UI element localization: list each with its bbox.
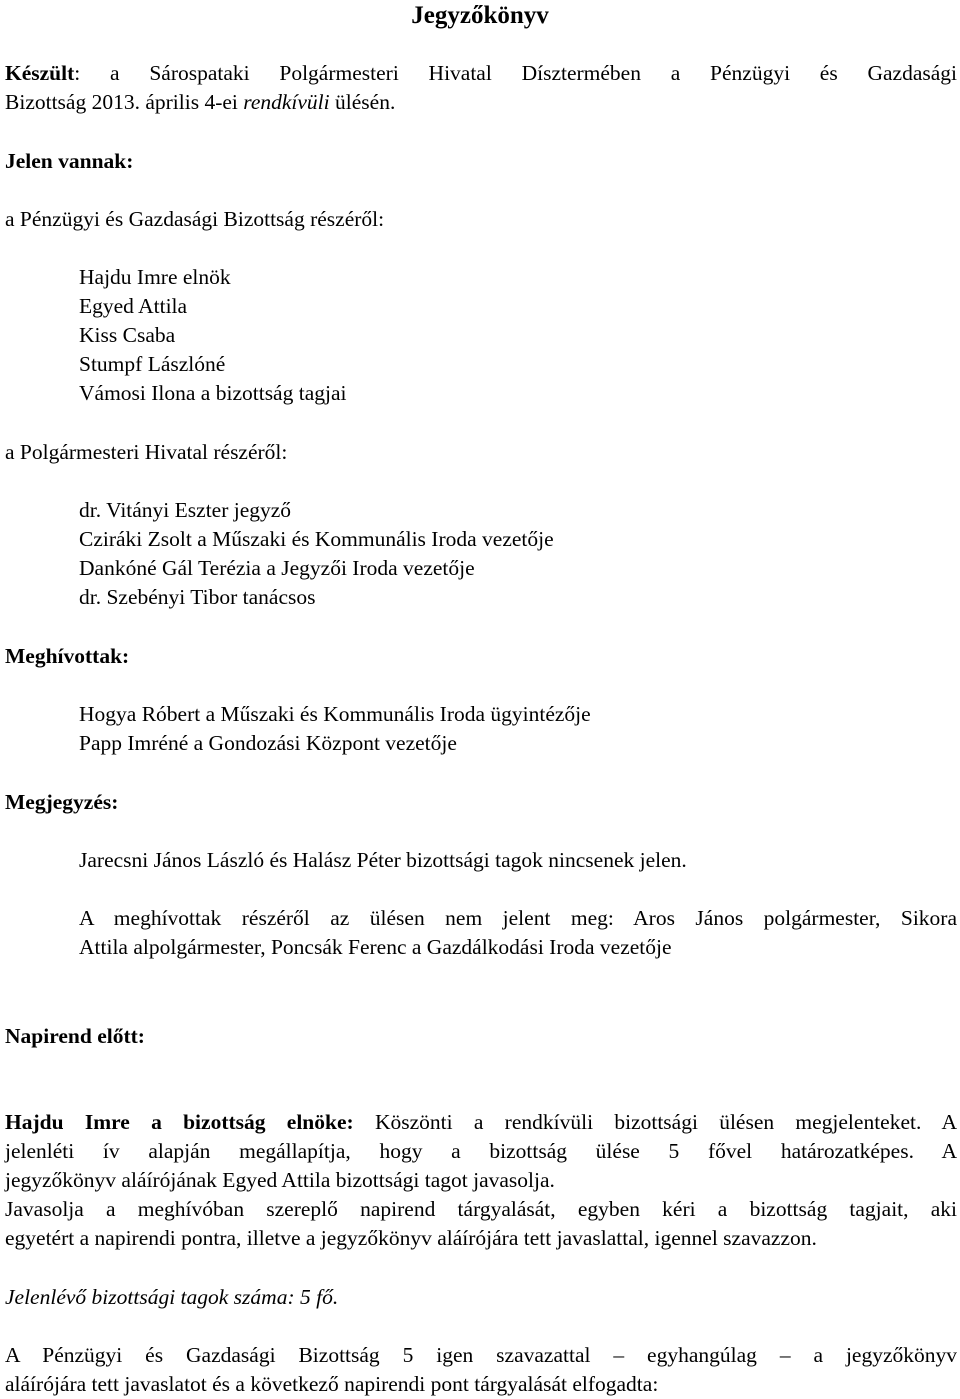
agenda-heading: Napirend előtt:: [5, 1024, 145, 1048]
office-member: dr. Szebényi Tibor tanácsos: [79, 585, 316, 609]
speech-line-5: egyetért a napirendi pontra, illetve a jegyzőkönyv aláírójára tett javaslattal, igennel szavazzon.: [5, 1226, 817, 1250]
intro-line-2: Bizottság 2013. április 4-ei rendkívüli ülésén.: [5, 90, 396, 114]
intro-colon: :: [74, 61, 81, 85]
invited-member: Hogya Róbert a Műszaki és Kommunális Iroda ügyintézője: [79, 702, 591, 726]
committee-heading: a Pénzügyi és Gazdasági Bizottság részéről:: [5, 207, 385, 231]
committee-member: Kiss Csaba: [79, 323, 176, 347]
office-heading: a Polgármesteri Hivatal részéről:: [5, 440, 288, 464]
committee-member: Hajdu Imre elnök: [79, 265, 231, 289]
invited-heading: Meghívottak:: [5, 644, 130, 668]
office-member: Dankóné Gál Terézia a Jegyzői Iroda vezetője: [79, 556, 475, 580]
intro-extraordinary: rendkívüli: [243, 90, 330, 114]
committee-member: Vámosi Ilona a bizottság tagjai: [79, 381, 347, 405]
present-heading: Jelen vannak:: [5, 149, 134, 173]
vote-line-2: aláírójára tett javaslatot és a következő napirendi pont tárgyalását elfogadta:: [5, 1372, 659, 1396]
absent-invited-note-line-1: A meghívottak részéről az ülésen nem jelent meg: Aros János polgármester, Sikora: [79, 906, 957, 930]
document-title: Jegyzőkönyv: [411, 2, 549, 29]
office-member: dr. Vitányi Eszter jegyző: [79, 498, 292, 522]
speech-line-3: jegyzőkönyv aláírójának Egyed Attila bizottsági tagot javasolja.: [5, 1168, 555, 1192]
office-member: Cziráki Zsolt a Műszaki és Kommunális Iroda vezetője: [79, 527, 554, 551]
invited-member: Papp Imréné a Gondozási Központ vezetője: [79, 731, 457, 755]
notes-heading: Megjegyzés:: [5, 790, 119, 814]
absent-members-note: Jarecsni János László és Halász Péter bizottsági tagok nincsenek jelen.: [79, 848, 687, 872]
absent-invited-note-line-2: Attila alpolgármester, Poncsák Ferenc a Gazdálkodási Iroda vezetője: [79, 935, 672, 959]
speech-line-1: Hajdu Imre a bizottság elnöke: Köszönti a rendkívüli bizottsági ülésen megjelenteket. A: [5, 1110, 957, 1134]
attendance-line: Jelenlévő bizottsági tagok száma: 5 fő.: [5, 1285, 339, 1309]
committee-member: Stumpf Lászlóné: [79, 352, 226, 376]
vote-line-1: A Pénzügyi és Gazdasági Bizottság 5 igen szavazattal – egyhangúlag – a jegyzőkönyv: [5, 1343, 957, 1367]
speech-line-4: Javasolja a meghívóban szereplő napirend tárgyalását, egyben kéri a bizottság tagjait, aki: [5, 1197, 957, 1221]
speech-line-2: jelenléti ív alapján megállapítja, hogy a bizottság ülése 5 fővel határozatképes. A: [5, 1139, 957, 1163]
committee-member: Egyed Attila: [79, 294, 188, 318]
intro-line-1: [5, 59, 957, 88]
speaker-name: Hajdu Imre a bizottság elnöke:: [5, 1110, 354, 1134]
intro-label: Készült: [5, 61, 75, 85]
intro-text-1: a Sárospataki Polgármesteri Hivatal Dísztermében a Pénzügyi és Gazdasági: [80, 61, 957, 85]
